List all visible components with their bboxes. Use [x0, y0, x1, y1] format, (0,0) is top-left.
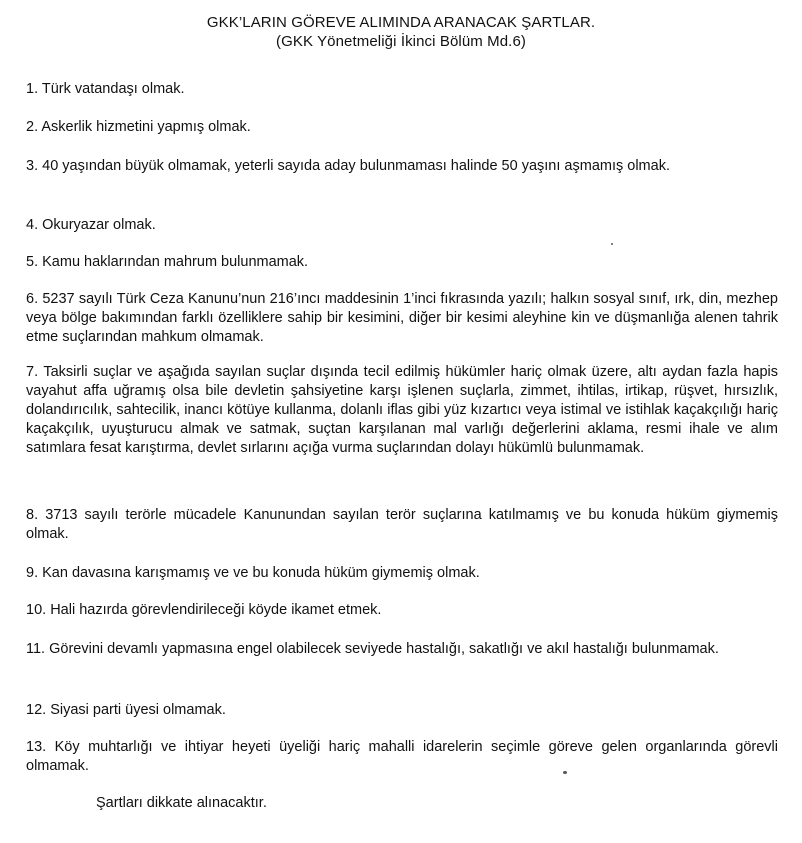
list-item-13: [26, 738, 778, 776]
item-number: 9.: [26, 565, 39, 581]
item-text: 40 yaşından büyük olmamak, yeterli sayıda aday bulunmaması halinde 50 yaşını aşmamış olmak.: [42, 158, 670, 174]
list-item-6: [26, 290, 778, 347]
item-text: Türk vatandaşı olmak.: [41, 81, 185, 97]
list-item-4: [26, 216, 778, 235]
list-item-2: [26, 118, 778, 137]
item-text: Görevini devamlı yapmasına engel olabilecek seviyede hastalığı, sakatlığı ve akıl hastalığı bulunmamak.: [49, 641, 719, 657]
item-text: Hali hazırda görevlendirileceği köyde ikamet etmek.: [50, 602, 382, 618]
item-number: 1.: [26, 81, 39, 97]
scan-speck: [611, 243, 613, 245]
item-text: 5237 sayılı Türk Ceza Kanunu’nun 216’ıncı maddesinin 1’inci fıkrasında yazılı; halkın sosyal sınıf, ırk, din, mezhep veya bölge bakımından farklı özelliklere sahip bir kesimini, diğer bir kesimi aleyhine kin ve düşmanlığa alenen tahrik etme suçlarından mahkum olmamak.: [26, 291, 778, 345]
item-number: 11.: [26, 641, 46, 657]
list-item-7: [26, 363, 778, 458]
list-item-3: [26, 157, 778, 176]
scan-speck: [563, 771, 567, 774]
list-item-9: [26, 564, 778, 583]
item-text: Taksirli suçlar ve aşağıda sayılan suçlar dışında tecil edilmiş hükümler hariç olmak üzere, altı aydan fazla hapis vayahut affa uğramış olsa bile devletin şahsiyetine karşı işlenen suçlarla, zimmet, ihtilas, irtikap, rüşvet, hırsızlık, dolandırıcılık, sahtecilik, inancı kötüye kullanma, dolanlı iflas gibi yüz kızartıcı veya istimal ve istihlak kaçakçılığı hariç kaçakçılık, uyuşturucu almak ve satmak, suçtan karşılanan mal varlığı değerlerini aklama, resmi ihale ve alım satımlara fesat karıştırma, devlet sırlarını açığa vurma suçlarından dolayı hükümlü bulunmamak.: [26, 364, 778, 456]
item-text: 3713 sayılı terörle mücadele Kanunundan sayılan terör suçlarına katılmamış ve bu konuda hüküm giymemiş olmak.: [26, 507, 779, 542]
document-subtitle: (GKK Yönetmeliği İkinci Bölüm Md.6): [276, 33, 526, 50]
list-item-1: [26, 80, 778, 99]
item-text: Okuryazar olmak.: [42, 217, 156, 233]
item-number: 12.: [26, 702, 47, 718]
list-item-10: [26, 601, 778, 620]
item-text: Siyasi parti üyesi olmamak.: [50, 702, 226, 718]
closing-note: Şartları dikkate alınacaktır.: [96, 795, 267, 811]
item-number: 3.: [26, 158, 39, 174]
item-number: 13.: [26, 739, 47, 755]
list-item-12: [26, 701, 778, 720]
item-text: Kamu haklarından mahrum bulunmamak.: [42, 254, 309, 270]
list-item-11: [26, 640, 778, 659]
list-item-8: [26, 506, 778, 544]
item-number: 6.: [26, 291, 39, 307]
document-title: GKK’LARIN GÖREVE ALIMINDA ARANACAK ŞARTLAR.: [206, 14, 596, 31]
item-text: Kan davasına karışmamış ve ve bu konuda hüküm giymemiş olmak.: [42, 565, 480, 581]
list-item-5: [26, 253, 778, 272]
item-number: 8.: [26, 507, 39, 523]
item-number: 5.: [26, 254, 39, 270]
item-text: Askerlik hizmetini yapmış olmak.: [41, 119, 251, 135]
item-text: Köy muhtarlığı ve ihtiyar heyeti üyeliği hariç mahalli idarelerin seçimle göreve gelen organlarında görevli olmamak.: [26, 739, 778, 774]
item-number: 10.: [26, 602, 47, 618]
item-number: 2.: [26, 119, 39, 135]
item-number: 7.: [26, 364, 39, 380]
item-number: 4.: [26, 217, 39, 233]
